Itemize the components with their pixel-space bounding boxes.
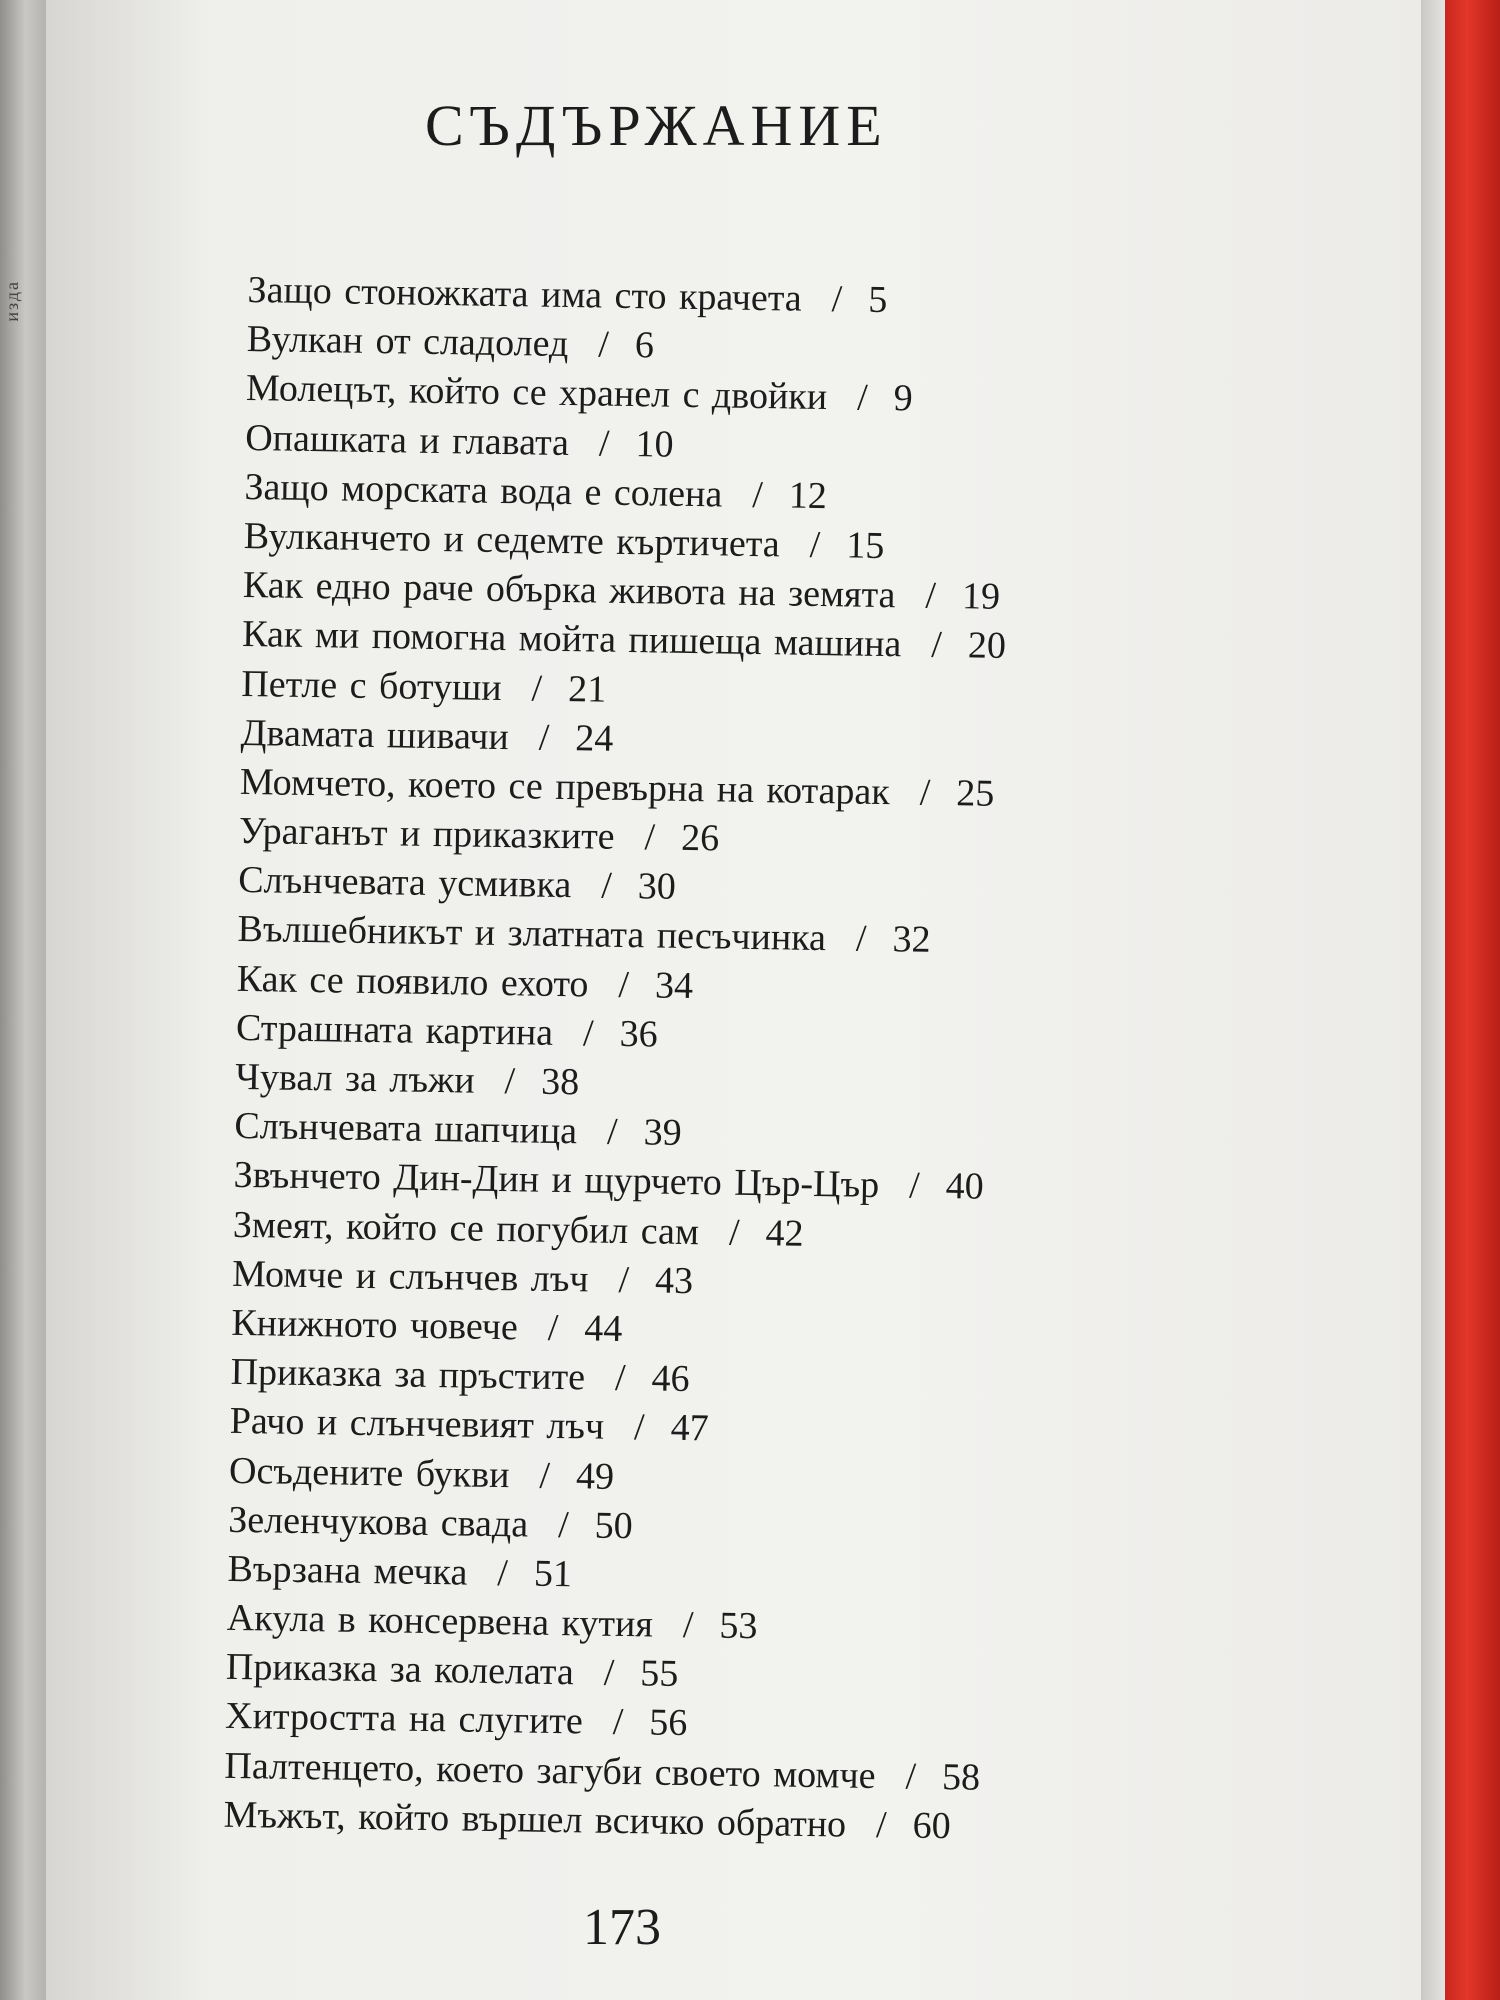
- toc-separator: /: [618, 1258, 630, 1301]
- toc-entry-page: 60: [912, 1804, 952, 1848]
- toc-entry-page: 42: [765, 1211, 804, 1255]
- toc-entry-title: Осъдените букви: [228, 1449, 510, 1496]
- toc-entry-page: 20: [967, 624, 1007, 668]
- toc-separator: /: [682, 1604, 694, 1647]
- toc-entry-page: 50: [594, 1504, 634, 1547]
- toc-entry-title: Приказка за колелата: [225, 1646, 575, 1694]
- toc-entry-title: Страшната картина: [235, 1006, 554, 1054]
- toc-entry-page: 44: [584, 1307, 623, 1350]
- toc-entry-page: 53: [719, 1604, 758, 1648]
- toc-entry-title: Как едно рачe обърка живота на земята: [242, 564, 896, 617]
- toc-entry-page: 21: [567, 667, 607, 711]
- toc-separator: /: [598, 323, 610, 366]
- toc-separator: /: [618, 963, 630, 1006]
- toc-entry-title: Как се появило ехото: [236, 957, 589, 1006]
- toc-separator: /: [612, 1701, 624, 1744]
- toc-separator: /: [606, 1110, 618, 1154]
- toc-separator: /: [919, 771, 931, 814]
- toc-entry-title: Вълшебникът и златната песъчинка: [237, 908, 827, 960]
- toc-entry-title: Зеленчукова свада: [227, 1498, 529, 1546]
- toc-entry-page: 39: [643, 1111, 682, 1155]
- toc-entry-title: Ураганът и приказките: [238, 809, 615, 858]
- toc-entry-page: 38: [540, 1060, 580, 1104]
- toc-separator: /: [538, 716, 550, 759]
- toc-separator: /: [925, 574, 937, 617]
- toc-entry-page: 15: [845, 524, 885, 567]
- toc-entry-title: Слънчевата усмивка: [238, 859, 572, 907]
- toc-separator: /: [905, 1755, 917, 1798]
- toc-entry-page: 55: [639, 1652, 679, 1696]
- toc-separator: /: [614, 1357, 626, 1400]
- toc-entry-page: 6: [634, 324, 655, 367]
- toc-entry-title: Слънчевата шапчица: [234, 1105, 578, 1153]
- toc-separator: /: [644, 816, 656, 859]
- toc-separator: /: [856, 376, 869, 420]
- toc-separator: /: [539, 1454, 551, 1497]
- page-stack-edge: [1421, 0, 1445, 2000]
- toc-entry-page: 19: [961, 575, 1001, 618]
- toc-entry-page: 56: [649, 1701, 688, 1745]
- toc-entry-title: Защо морската вода е солена: [244, 465, 723, 516]
- toc-entry-page: 58: [941, 1755, 981, 1799]
- toc-entry-title: Палтенцето, което загуби своето момче: [224, 1744, 876, 1797]
- toc-entry-title: Мъжът, който вършел всичко обратно: [223, 1793, 847, 1846]
- page-number: 173: [583, 1899, 661, 1956]
- toc-entry-page: 26: [680, 816, 720, 860]
- toc-separator: /: [728, 1211, 740, 1254]
- toc-entry-page: 24: [575, 716, 614, 760]
- red-book-cover: [1445, 0, 1500, 2000]
- toc-entry-page: 9: [893, 377, 914, 420]
- toc-entry-title: Опашката и главата: [244, 416, 570, 464]
- toc-entry-title: Чувал за лъжи: [234, 1055, 475, 1102]
- previous-page-edge: [0, 0, 46, 2000]
- toc-separator: /: [931, 624, 943, 667]
- table-of-contents: [223, 266, 1248, 1856]
- toc-entry-page: 34: [654, 964, 694, 1007]
- toc-separator: /: [598, 422, 610, 465]
- toc-entry-page: 40: [945, 1165, 985, 1209]
- toc-separator: /: [504, 1060, 516, 1103]
- toc-entry-title: Момчето, което се превърна на котарак: [239, 760, 891, 814]
- toc-entry-title: Хитростта на слугите: [224, 1695, 584, 1743]
- toc-entry-title: Защо стоножката има сто крачета: [247, 268, 803, 320]
- toc-entry-page: 10: [635, 422, 674, 466]
- toc-entry-title: Звънчето Дин-Дин и щурчето Цър-Цър: [233, 1154, 880, 1207]
- toc-separator: /: [751, 473, 764, 516]
- toc-entry-title: Акула в консервена кутия: [226, 1596, 654, 1646]
- toc-entry-page: 32: [892, 918, 931, 962]
- toc-separator: /: [855, 918, 867, 961]
- toc-entry-page: 12: [788, 474, 828, 517]
- toc-separator: /: [831, 278, 843, 321]
- page-title: СЪДЪРЖАНИЕ: [425, 93, 888, 158]
- toc-entry-title: Вързана мечка: [227, 1547, 468, 1594]
- toc-entry-page: 36: [619, 1012, 658, 1056]
- toc-entry-title: Змеят, който се погубил сам: [232, 1203, 700, 1253]
- toc-separator: /: [531, 667, 543, 710]
- toc-separator: /: [603, 1652, 615, 1695]
- toc-entry-title: Момче и слънчев лъч: [231, 1252, 589, 1301]
- toc-entry-title: Приказка за пръстите: [230, 1350, 586, 1399]
- toc-separator: /: [547, 1306, 559, 1349]
- toc-separator: /: [582, 1012, 594, 1055]
- toc-entry-title: Петле с ботуши: [241, 662, 502, 709]
- toc-separator: /: [497, 1551, 509, 1595]
- toc-entry-page: 47: [670, 1407, 709, 1450]
- toc-separator: /: [809, 523, 821, 566]
- toc-separator: /: [600, 864, 613, 908]
- toc-entry-page: 30: [637, 865, 677, 909]
- toc-entry-page: 46: [651, 1357, 690, 1401]
- toc-entry-page: 51: [533, 1552, 573, 1596]
- previous-page-text: изда: [2, 280, 22, 322]
- toc-entry-page: 25: [956, 772, 995, 815]
- toc-entry-page: 49: [575, 1454, 615, 1498]
- toc-separator: /: [875, 1803, 888, 1847]
- toc-entry-title: Рачо и слънчевият лъч: [229, 1400, 605, 1449]
- toc-entry-page: 43: [654, 1259, 694, 1302]
- toc-separator: /: [557, 1503, 570, 1546]
- toc-entry-page: 5: [867, 278, 888, 322]
- toc-entry-title: Вулканчето и седемте къртичета: [243, 514, 781, 566]
- toc-separator: /: [908, 1164, 921, 1208]
- toc-entry-title: Двамата шивачи: [240, 711, 510, 758]
- toc-entry-title: Молецът, който се хранел с двойки: [245, 367, 828, 419]
- toc-entry-title: Вулкан от сладолед: [246, 318, 569, 366]
- toc-entry-title: Как ми помогна мойта пишеща машина: [241, 613, 902, 666]
- toc-entry-title: Книжното човече: [231, 1301, 519, 1349]
- toc-separator: /: [633, 1406, 646, 1449]
